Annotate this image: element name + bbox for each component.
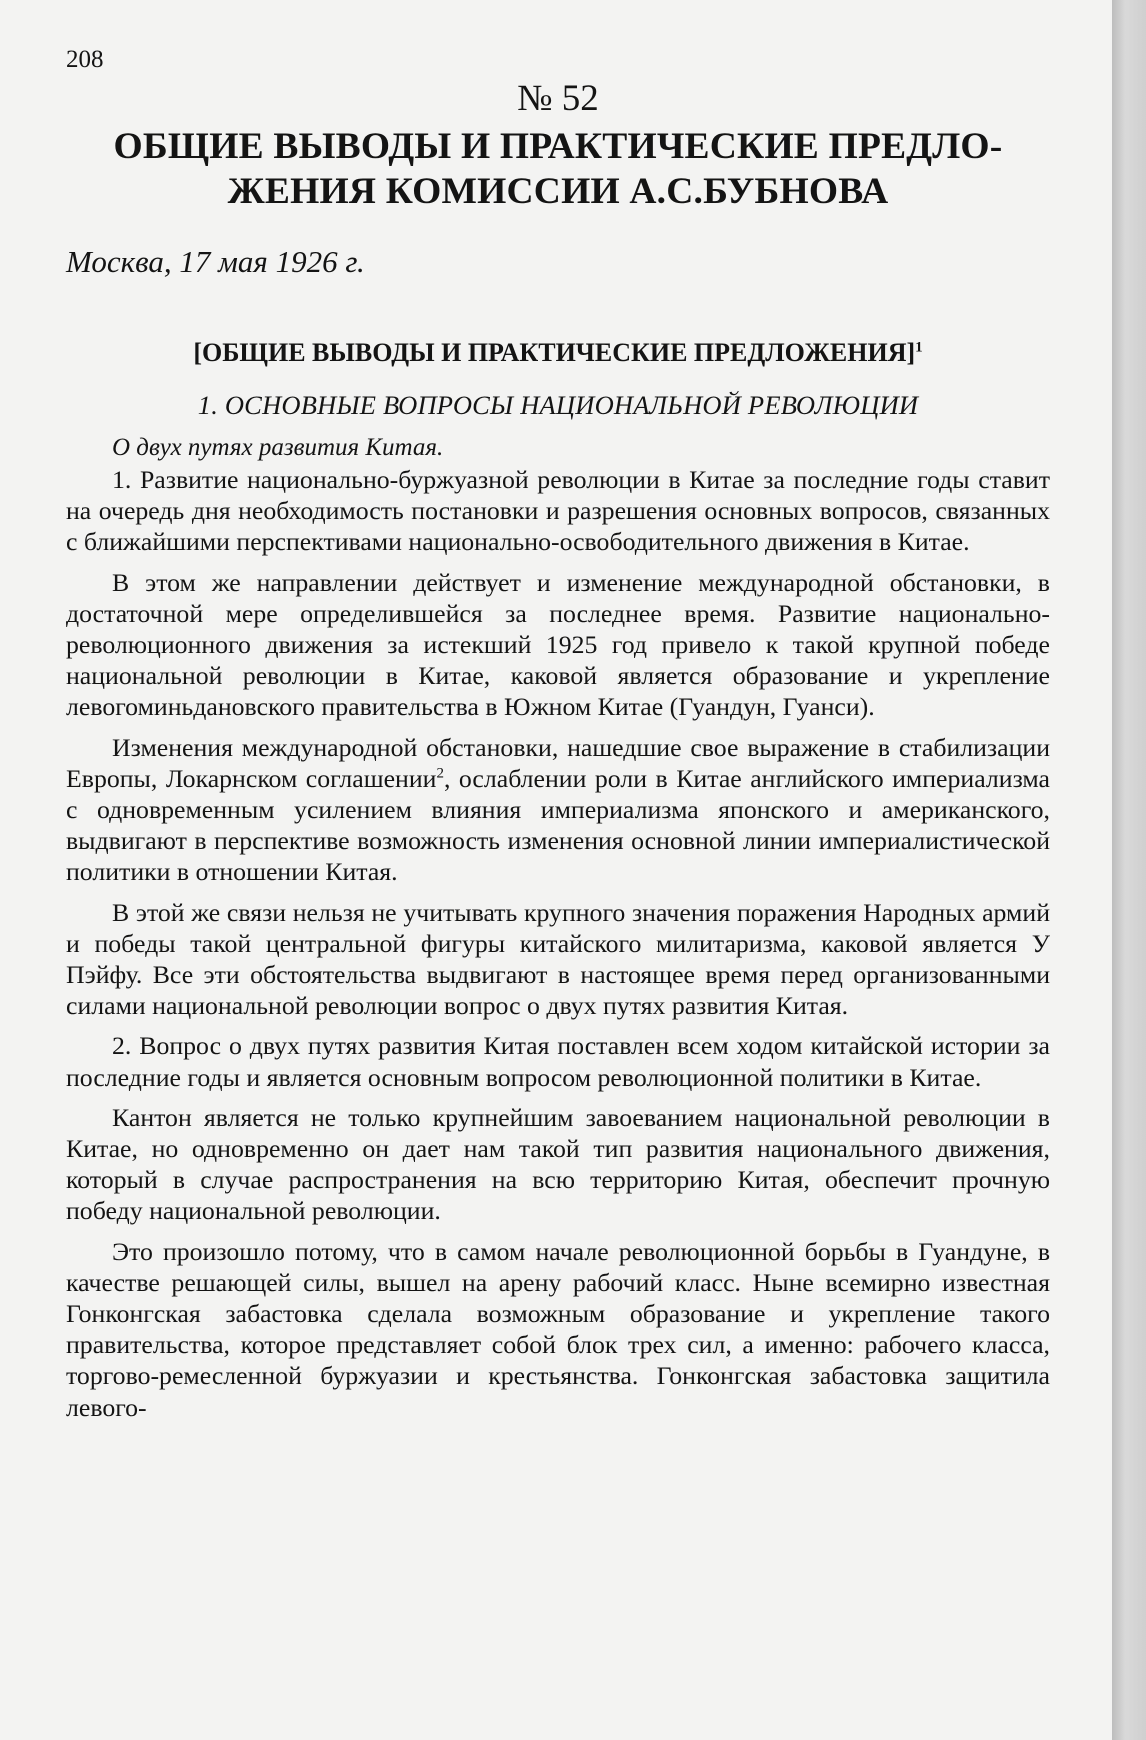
document-place-date: Москва, 17 мая 1926 г.: [66, 244, 365, 279]
footnote-mark: 2: [436, 765, 444, 782]
document-title-line: ЖЕНИЯ КОМИССИИ А.С.БУБНОВА: [227, 171, 889, 212]
section-heading: [66, 336, 1050, 370]
paragraph: В этой же связи нельзя не учитывать крупного значения поражения Народных армий и победы такой центральной фигуры китайского милитаризма, каковой является У Пэйфу. Все эти обстоятельства выдвигают в настоящее время перед организованными силами национальной революции вопрос о двух путях развития Китая.: [66, 897, 1050, 1021]
document-title: [66, 124, 1050, 214]
paragraph: 2. Вопрос о двух путях развития Китая поставлен всем ходом китайской истории за последние годы и является основным вопросом революционной политики в Китае.: [66, 1031, 1050, 1092]
paragraph-text: Изменения международной обстановки, нашедшие свое выражение в стабилизации Европы, Локарнском соглашении: [66, 732, 1050, 793]
paragraph: В этом же направлении действует и изменение международной обстановки, в достаточной мере определившейся за последнее время. Развитие национально-революционного движения за истекший 1925 год привело к такой крупной победе национальной революции в Китае, каковой является образование и укрепление левогоминьдановского правительства в Южном Китае (Гуандун, Гуанси).: [66, 567, 1050, 722]
section-heading-text: [ОБЩИЕ ВЫВОДЫ И ПРАКТИЧЕСКИЕ ПРЕДЛОЖЕНИЯ]: [193, 338, 916, 367]
document-title-line: ОБЩИЕ ВЫВОДЫ И ПРАКТИЧЕСКИЕ ПРЕДЛО-: [113, 126, 1003, 167]
document-number: № 52: [517, 78, 599, 119]
page-content: [66, 40, 1050, 1423]
subsection-heading: 1. ОСНОВНЫЕ ВОПРОСЫ НАЦИОНАЛЬНОЙ РЕВОЛЮЦИИ: [197, 390, 919, 420]
topic-heading: О двух путях развития Китая.: [112, 434, 444, 461]
page-edge: [1112, 0, 1146, 1740]
paragraph: Кантон является не только крупнейшим завоеванием национальной революции в Китае, но одновременно он дает нам такой тип развития национального движения, который в случае распространения на всю территорию Китая, обеспечит прочную победу национальной революции.: [66, 1102, 1050, 1226]
paragraph: [66, 732, 1050, 888]
paragraph: Это произошло потому, что в самом начале революционной борьбы в Гуандуне, в качестве решающей силы, вышел на арену рабочий класс. Ныне всемирно известная Гонконгская забастовка сделала возможным образование и укрепление такого правительства, которое представляет собой блок трех сил, а именно: рабочего класса, торгово-ремесленной буржуазии и крестьянства. Гонконгская забастовка защитила левого-: [66, 1236, 1050, 1422]
footnote-mark: 1: [915, 339, 923, 356]
page-number: 208: [66, 46, 104, 73]
paragraph: 1. Развитие национально-буржуазной революции в Китае за последние годы ставит на очередь дня необходимость постановки и разрешения основных вопросов, связанных с ближайшими перспективами национально-освободительного движения в Китае.: [66, 465, 1050, 557]
paragraph-text: , ослаблении роли в Китае английского империализма с одновременным усилением влияния империализма японского и американского, выдвигают в перспективе возможность изменения основной линии империалистической политики в отношении Китая.: [66, 763, 1050, 887]
body-text: [66, 464, 1050, 1423]
